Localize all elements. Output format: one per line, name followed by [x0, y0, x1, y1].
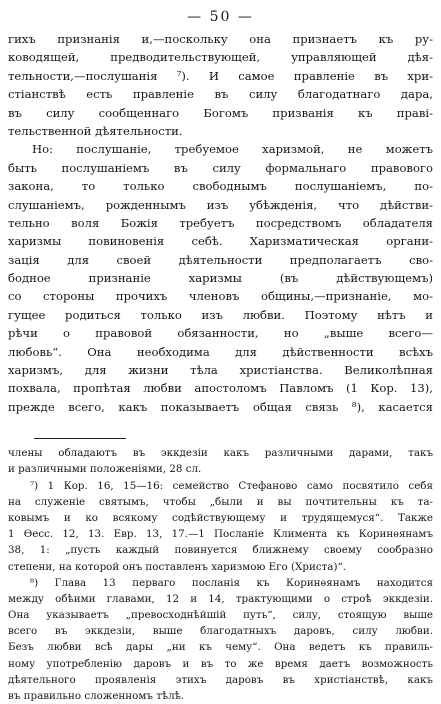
text-line: быть послушанiемъ въ силу формальнаго правового: [8, 160, 433, 175]
footnote-line: ⁷) 1 Кор. 16, 15—16: семейство Стефаново само посвятило себя: [30, 479, 433, 492]
text-line: тельственной дѣятельности.: [8, 123, 183, 138]
footnote-line: всего въ эккдезiи, выше благодатныхъ даровъ, силу любви.: [8, 625, 433, 638]
footnote-divider: [34, 438, 126, 439]
text-line: бодное признанiе харизмы (въ дѣйствующемъ): [8, 271, 433, 286]
text-line: тельности,—послушанiя ⁷). И самое правленiе въ хри-: [8, 68, 433, 83]
text-line: прежде всего, какъ показываетъ общая связь ⁸), касается: [8, 399, 433, 414]
text-line: тельно воля Божiя требуетъ посредствомъ обладателя: [8, 215, 433, 230]
text-line: ководящей, предводительствующей, управляющей дѣя-: [8, 50, 433, 65]
footnote-line: ному употребленiю даровъ и въ то же время даетъ возможность: [8, 657, 433, 670]
text-line: въ силу сообщеннаго Богомъ призванiя къ правi-: [8, 105, 433, 120]
footnote-line: 38, 1: „пусть каждый повинуется ближнему своему сообразно: [8, 544, 433, 557]
text-line: рѣчи о правовой обязанности, но „выше всего—: [8, 326, 433, 341]
footnote-line: 1 Өесс. 12, 13. Евр. 13, 17.—1 Посланiе Климента къ Коринѳянамъ: [8, 528, 433, 541]
text-line: харизмъ, для жизни тѣла христiанства. Великолѣпная: [8, 363, 433, 378]
main-text: [8, 30, 433, 416]
text-line: Но: послушанiе, требуемое харизмой, не можетъ: [32, 142, 433, 157]
footnote-line: на служенiе святымъ, чтобы „были и вы почтительны къ та-: [8, 495, 433, 508]
text-line: гихъ признанiя и,—поскольку она признаетъ къ ру-: [8, 32, 433, 46]
footnote-line: ковымъ и ко всякому содѣйствующему и трудящемуся“. Также: [8, 511, 433, 524]
footnote-line: дѣятельного проявленiя этихъ даровъ въ христiанствѣ, какъ: [8, 673, 433, 686]
footnote-line: въ правильно сложенномъ тѣлѣ.: [8, 690, 185, 703]
footnote-line: и различными положенiями, 28 сл.: [8, 463, 202, 476]
footnote-line: между обѣими главами, 12 и 14, трактующими о строѣ эккдезiи.: [8, 592, 433, 605]
text-line: гущее родиться только изъ любви. Поэтому нѣтъ и: [8, 307, 433, 322]
footnote-line: Она указываетъ „превосходнѣйшiй путь“, силу, стоящую выше: [8, 609, 433, 622]
text-line: зацiя для своей дѣятельности предполагаетъ сво-: [8, 252, 433, 267]
text-line: похвала, пропѣтая любви апостоломъ Павломъ (1 Кор. 13),: [8, 381, 433, 396]
footnotes: [8, 445, 433, 704]
page-number: — 50 —: [187, 9, 254, 25]
footnote-line: ⁸) Глава 13 перваго посланiя къ Коринѳянамъ находится: [30, 576, 433, 589]
text-line: стiанствѣ есть правленiе въ силу благодатнаго дара,: [8, 87, 433, 102]
footnote-line: члены обладаютъ въ эккдезiи какъ различными дарами, такъ: [8, 447, 433, 460]
text-line: со стороны прочихъ членовъ общины,—признанiе, мо-: [8, 289, 433, 304]
footnote-line: Безъ любви всѣ дары „ни къ чему“. Она ведетъ къ правиль-: [8, 641, 433, 654]
text-line: закона, то только свободнымъ послушанiемъ, по-: [8, 179, 433, 194]
text-line: харизмы повиновенiя себѣ. Харизматическая органи-: [8, 234, 433, 249]
footnote-line: степени, на которой онъ поставленъ харизмою Его (Христа)“.: [8, 560, 346, 573]
text-line: любовь“. Она необходима для дѣйственности всѣхъ: [8, 344, 433, 359]
text-line: слушанiемъ, рожденнымъ изъ убѣжденiя, что дѣйстви-: [8, 197, 433, 212]
